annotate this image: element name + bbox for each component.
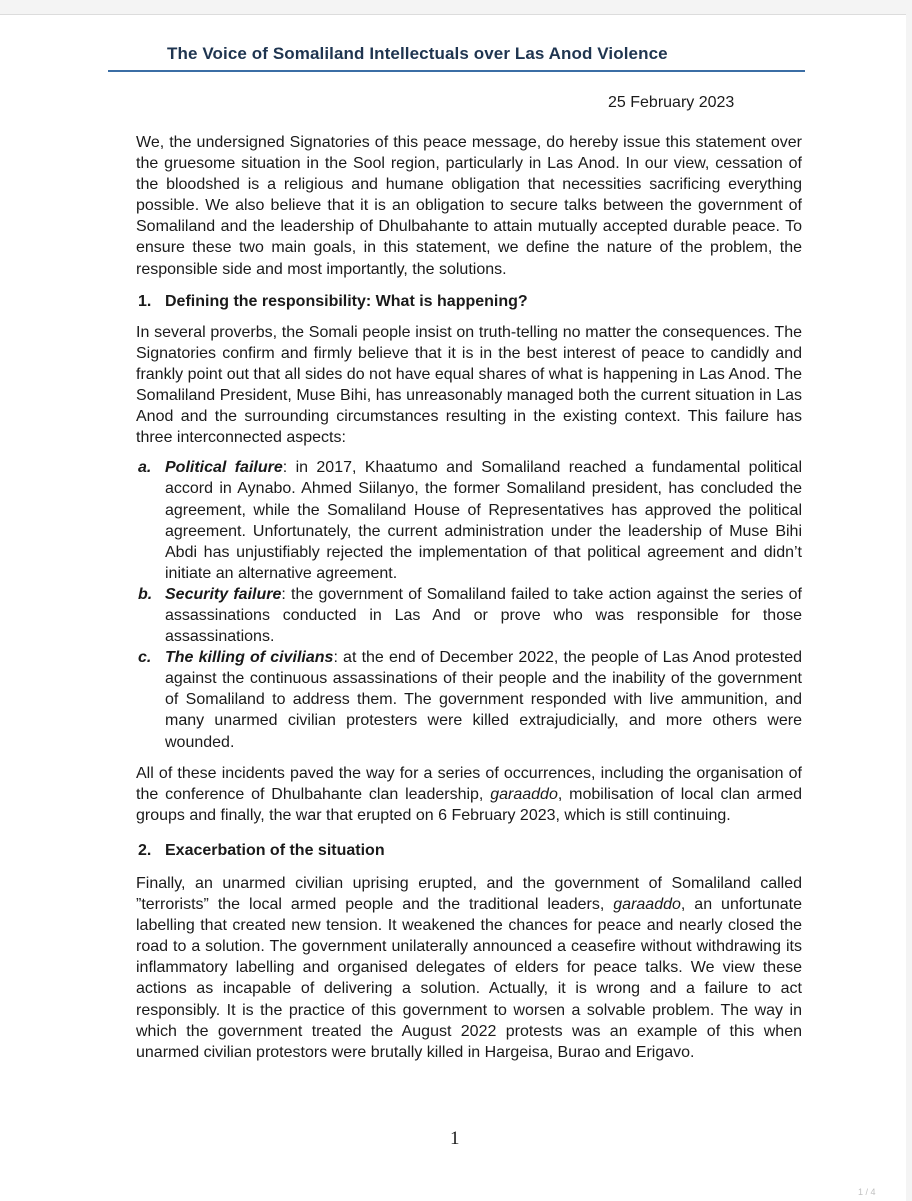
closing-term: garaaddo: [490, 785, 558, 803]
document-body: [136, 132, 802, 1063]
closing-text-start: All of these incidents paved the way for a series of occurrences, including the organisation of the conference of Dhulbahante clan leadership,: [136, 764, 802, 803]
list-item-text: : at the end of December 2022, the people of Las Anod protested against the continuous assassinations of their people and the inability of the government of Somaliland to address them. The government responded with live ammunition, and many unarmed civilian protesters were killed extrajudicially, and more others were wounded.: [165, 649, 802, 751]
section-1-title: Defining the responsibility: What is happening?: [165, 292, 528, 310]
list-item-term: The killing of civilians: [165, 649, 334, 667]
section-2-paragraph: [136, 873, 802, 1063]
section-1-number: 1.: [138, 292, 152, 310]
section-2-number: 2.: [138, 841, 152, 859]
list-item: [136, 457, 802, 584]
list-marker: b.: [138, 585, 153, 603]
list-item-term: Security failure: [165, 585, 282, 603]
failure-list: [136, 457, 802, 752]
section-2-term: garaaddo: [613, 896, 681, 914]
list-marker: a.: [138, 459, 152, 477]
list-item: [136, 647, 802, 752]
section-2-text-start: Finally, an unarmed civilian uprising erupted, and the government of Somaliland called ”terrorists” the local armed people and the traditional leaders,: [136, 875, 802, 914]
page-indicator: 1 / 4: [858, 1187, 876, 1197]
list-item-text: : in 2017, Khaatumo and Somaliland reached a fundamental political accord in Aynabo. Ahmed Siilanyo, the former Somaliland president, has concluded the agreement, while the Somaliland House of Representatives has approved the political agreement. Unfortunately, the current administration under the leadership of Muse Bihi Abdi has unjustifiably rejected the implementation of that political agreement and didn’t initiate an alternative agreement.: [165, 459, 803, 582]
document-date: 25 February 2023: [608, 94, 735, 111]
section-2-title: Exacerbation of the situation: [165, 841, 385, 859]
section-2-heading: [136, 840, 802, 861]
intro-paragraph: We, the undersigned Signatories of this peace message, do hereby issue this statement over the gruesome situation in the Sool region, particularly in Las Anod. In our view, cessation of the bloodshed is a religious and humane obligation that necessities sacrificing everything possible. We also believe that it is an obligation to secure talks between the government of Somaliland and the leadership of Dhulbahante to attain mutually accepted durable peace. To ensure these two main goals, in this statement, we define the nature of the problem, the responsible side and most importantly, the solutions.: [136, 134, 802, 278]
list-item-text: : the government of Somaliland failed to take action against the series of assassinations conducted in Las And or prove who was responsible for those assassinations.: [165, 585, 802, 646]
section-2-text-end: , an unfortunate labelling that created new tension. It weakened the chances for peace and nearly closed the road to a solution. The government unilaterally announced a ceasefire without withdrawing its inflammatory labelling and organised delegates of elders for peace talks. We view these actions as incapable of delivering a solution. Actually, it is wrong and a failure to act responsibly. It is the practice of this government to worsen a solvable problem. The way in which the government treated the August 2022 protests was an example of this when unarmed civilian protestors were brutally killed in Hargeisa, Burao and Erigavo.: [136, 896, 802, 1061]
section-1-heading: [136, 291, 802, 312]
page-number: 1: [450, 1128, 460, 1149]
document-header-title: The Voice of Somaliland Intellectuals over Las Anod Violence: [167, 44, 668, 63]
list-item: [136, 584, 802, 647]
closing-text-end: , mobilisation of local clan armed groups and finally, the war that erupted on 6 February 2023, which is still continuing.: [136, 785, 802, 824]
list-item-term: Political failure: [165, 459, 283, 477]
section-1-closing-paragraph: [136, 763, 802, 826]
document-page: [0, 14, 906, 1201]
list-marker: c.: [138, 649, 152, 667]
section-1-paragraph: In several proverbs, the Somali people insist on truth-telling no matter the consequences. The Signatories confirm and firmly believe that it is in the best interest of peace to candidly and frankly point out that all sides do not have equal shares of what is happening in Las Anod. The Somaliland President, Muse Bihi, has unreasonably managed both the current situation in Las Anod and the surrounding circumstances resulting in the existing context. This failure has three interconnected aspects:: [136, 323, 802, 447]
header-divider: [108, 70, 805, 72]
